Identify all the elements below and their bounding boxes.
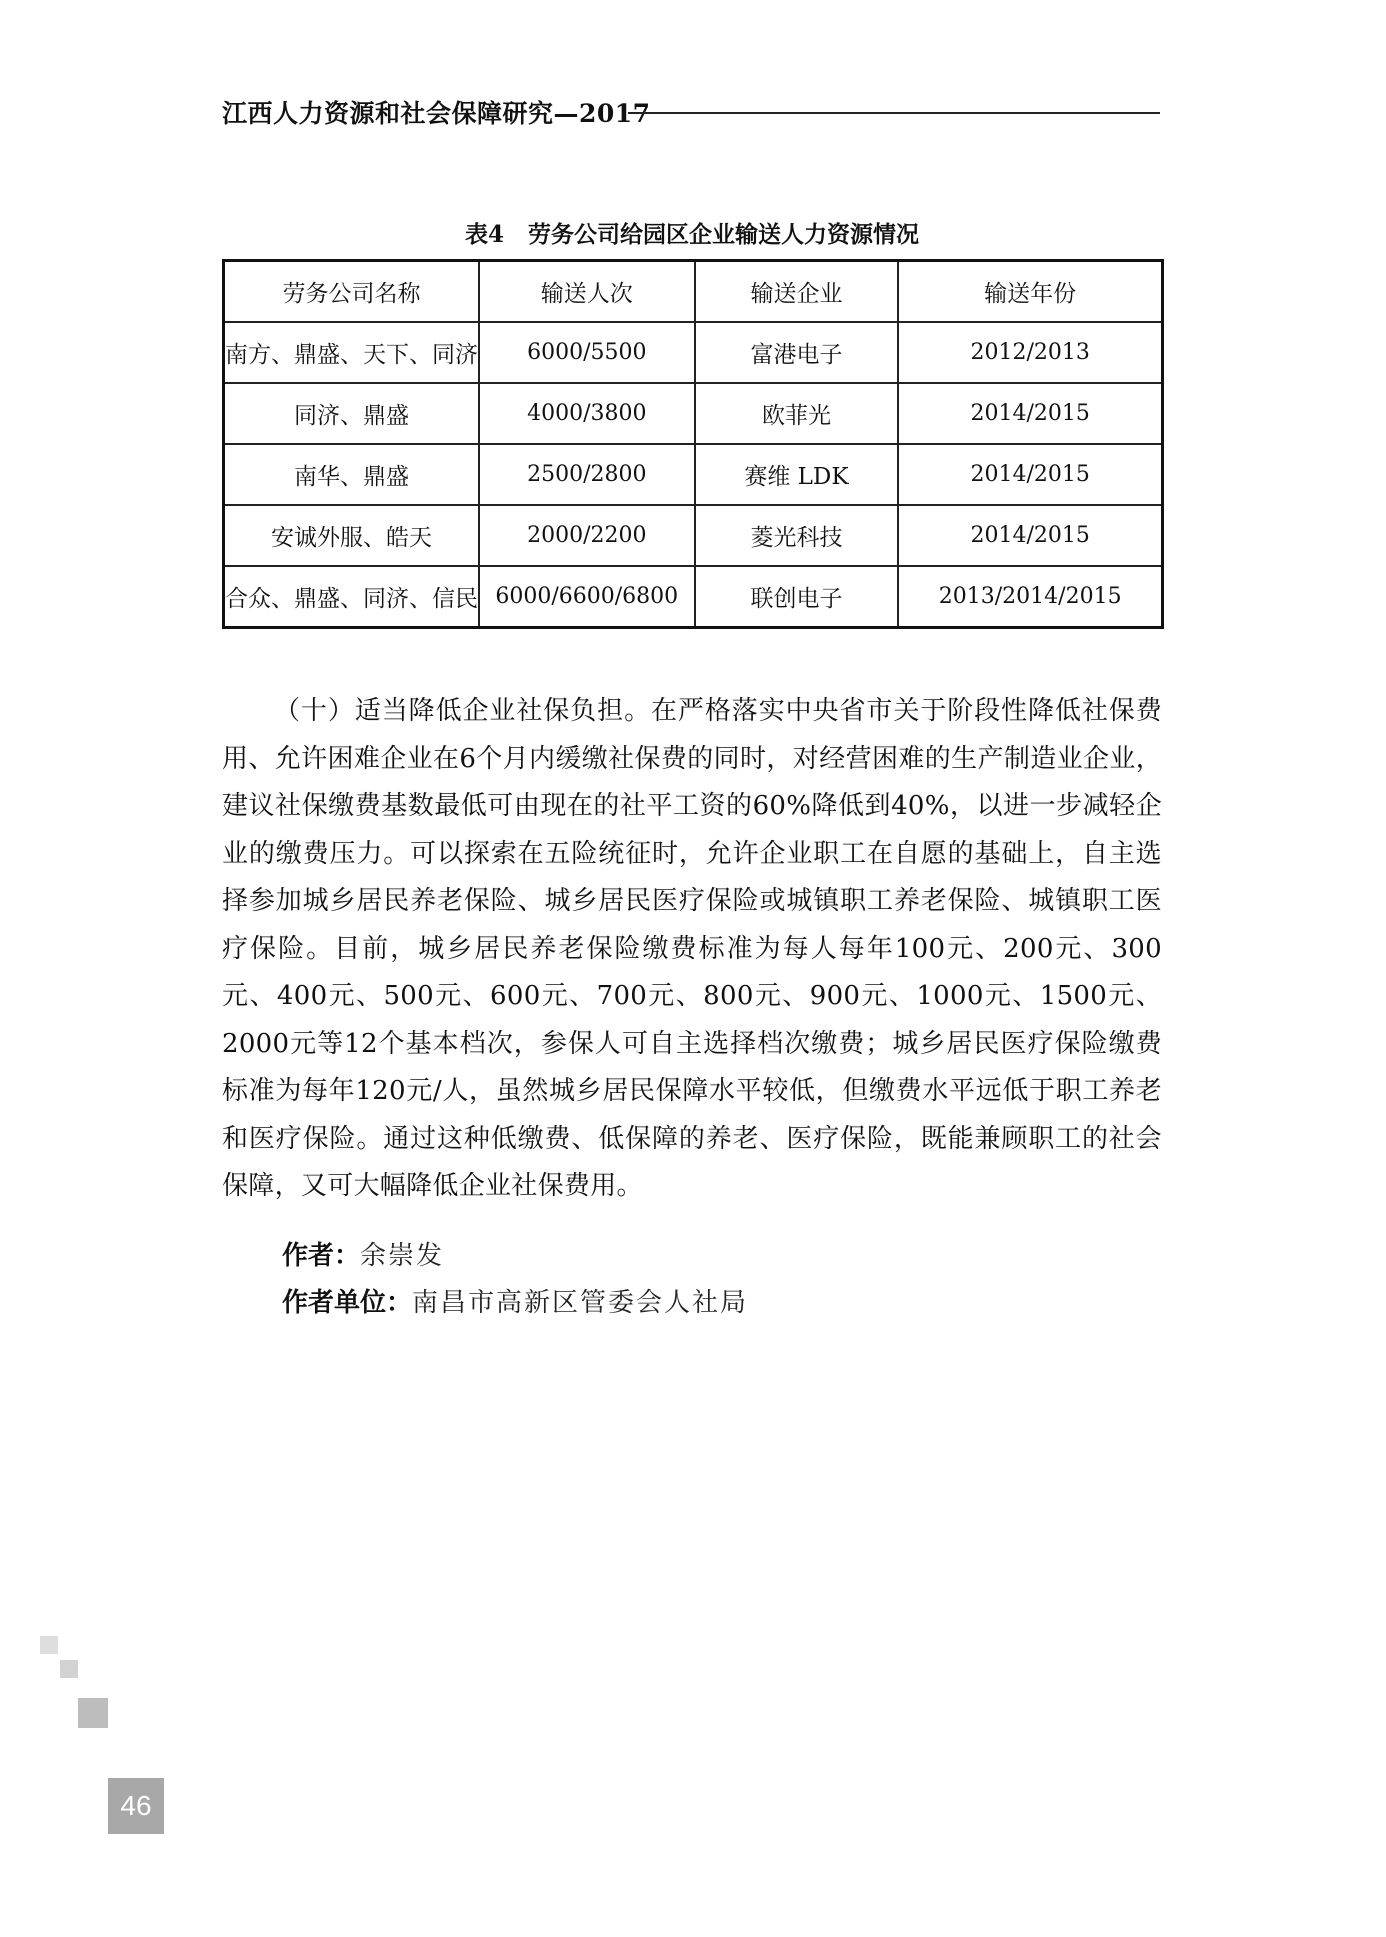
cell-headcount: 6000/5500 bbox=[479, 322, 695, 383]
affiliation-value: 南昌市高新区管委会人社局 bbox=[412, 1288, 749, 1318]
cell-company: 安诚外服、皓天 bbox=[224, 505, 480, 566]
labor-supply-table bbox=[222, 259, 1164, 629]
table-row bbox=[224, 322, 1163, 383]
body-paragraph: （十）适当降低企业社保负担。在严格落实中央省市关于阶段性降低社保费用、允许困难企业在6个月内缓缴社保费的同时，对经营困难的生产制造业企业，建议社保缴费基数最低可由现在的社平工资的60%降低到40%，以进一步减轻企业的缴费压力。可以探索在五险统征时，允许企业职工在自愿的基础上，自主选择参加城乡居民养老保险、城乡居民医疗保险或城镇职工养老保险、城镇职工医疗保险。目前，城乡居民养老保险缴费标准为每人每年100元、200元、300元、400元、500元、600元、700元、800元、900元、1000元、1500元、2000元等12个基本档次，参保人可自主选择档次缴费；城乡居民医疗保险缴费标准为每年120元/人，虽然城乡居民保障水平较低，但缴费水平远低于职工养老和医疗保险。通过这种低缴费、低保障的养老、医疗保险，既能兼顾职工的社会保障，又可大幅降低企业社保费用。 bbox=[222, 696, 1162, 1201]
cell-enterprise: 欧菲光 bbox=[695, 383, 899, 444]
header-rule bbox=[628, 112, 1160, 114]
cell-company: 同济、鼎盛 bbox=[224, 383, 480, 444]
cell-company: 南华、鼎盛 bbox=[224, 444, 480, 505]
cell-enterprise: 联创电子 bbox=[695, 566, 899, 628]
cell-headcount: 2500/2800 bbox=[479, 444, 695, 505]
table-row bbox=[224, 383, 1163, 444]
table-caption-title: 劳务公司给园区企业输送人力资源情况 bbox=[528, 221, 919, 248]
table-caption-label: 表4 bbox=[464, 221, 504, 248]
page-number: 46 bbox=[108, 1778, 164, 1834]
cell-year: 2014/2015 bbox=[898, 383, 1162, 444]
author-name: 余崇发 bbox=[360, 1241, 445, 1271]
cell-year: 2013/2014/2015 bbox=[898, 566, 1162, 628]
table-header-row bbox=[224, 261, 1163, 323]
column-header-year: 输送年份 bbox=[898, 261, 1162, 323]
cell-year: 2012/2013 bbox=[898, 322, 1162, 383]
author-label: 作者： bbox=[282, 1241, 361, 1271]
table-row bbox=[224, 566, 1163, 628]
affiliation-label: 作者单位： bbox=[282, 1288, 413, 1318]
table-row bbox=[224, 444, 1163, 505]
table-caption bbox=[222, 216, 1162, 249]
decorative-square bbox=[40, 1636, 58, 1654]
cell-company: 南方、鼎盛、天下、同济 bbox=[224, 322, 480, 383]
column-header-headcount: 输送人次 bbox=[479, 261, 695, 323]
cell-headcount: 4000/3800 bbox=[479, 383, 695, 444]
table-row bbox=[224, 505, 1163, 566]
cell-company: 合众、鼎盛、同济、信民 bbox=[224, 566, 480, 628]
cell-headcount: 6000/6600/6800 bbox=[479, 566, 695, 628]
cell-year: 2014/2015 bbox=[898, 444, 1162, 505]
decorative-square bbox=[60, 1660, 78, 1678]
cell-year: 2014/2015 bbox=[898, 505, 1162, 566]
affiliation-line bbox=[282, 1282, 748, 1319]
author-line bbox=[282, 1235, 444, 1272]
decorative-square bbox=[78, 1698, 108, 1728]
running-header-title: 江西人力资源和社会保障研究—2017 bbox=[222, 99, 651, 128]
column-header-enterprise: 输送企业 bbox=[695, 261, 899, 323]
cell-enterprise: 富港电子 bbox=[695, 322, 899, 383]
cell-headcount: 2000/2200 bbox=[479, 505, 695, 566]
column-header-company: 劳务公司名称 bbox=[224, 261, 480, 323]
cell-enterprise: 赛维 LDK bbox=[695, 444, 899, 505]
cell-enterprise: 菱光科技 bbox=[695, 505, 899, 566]
